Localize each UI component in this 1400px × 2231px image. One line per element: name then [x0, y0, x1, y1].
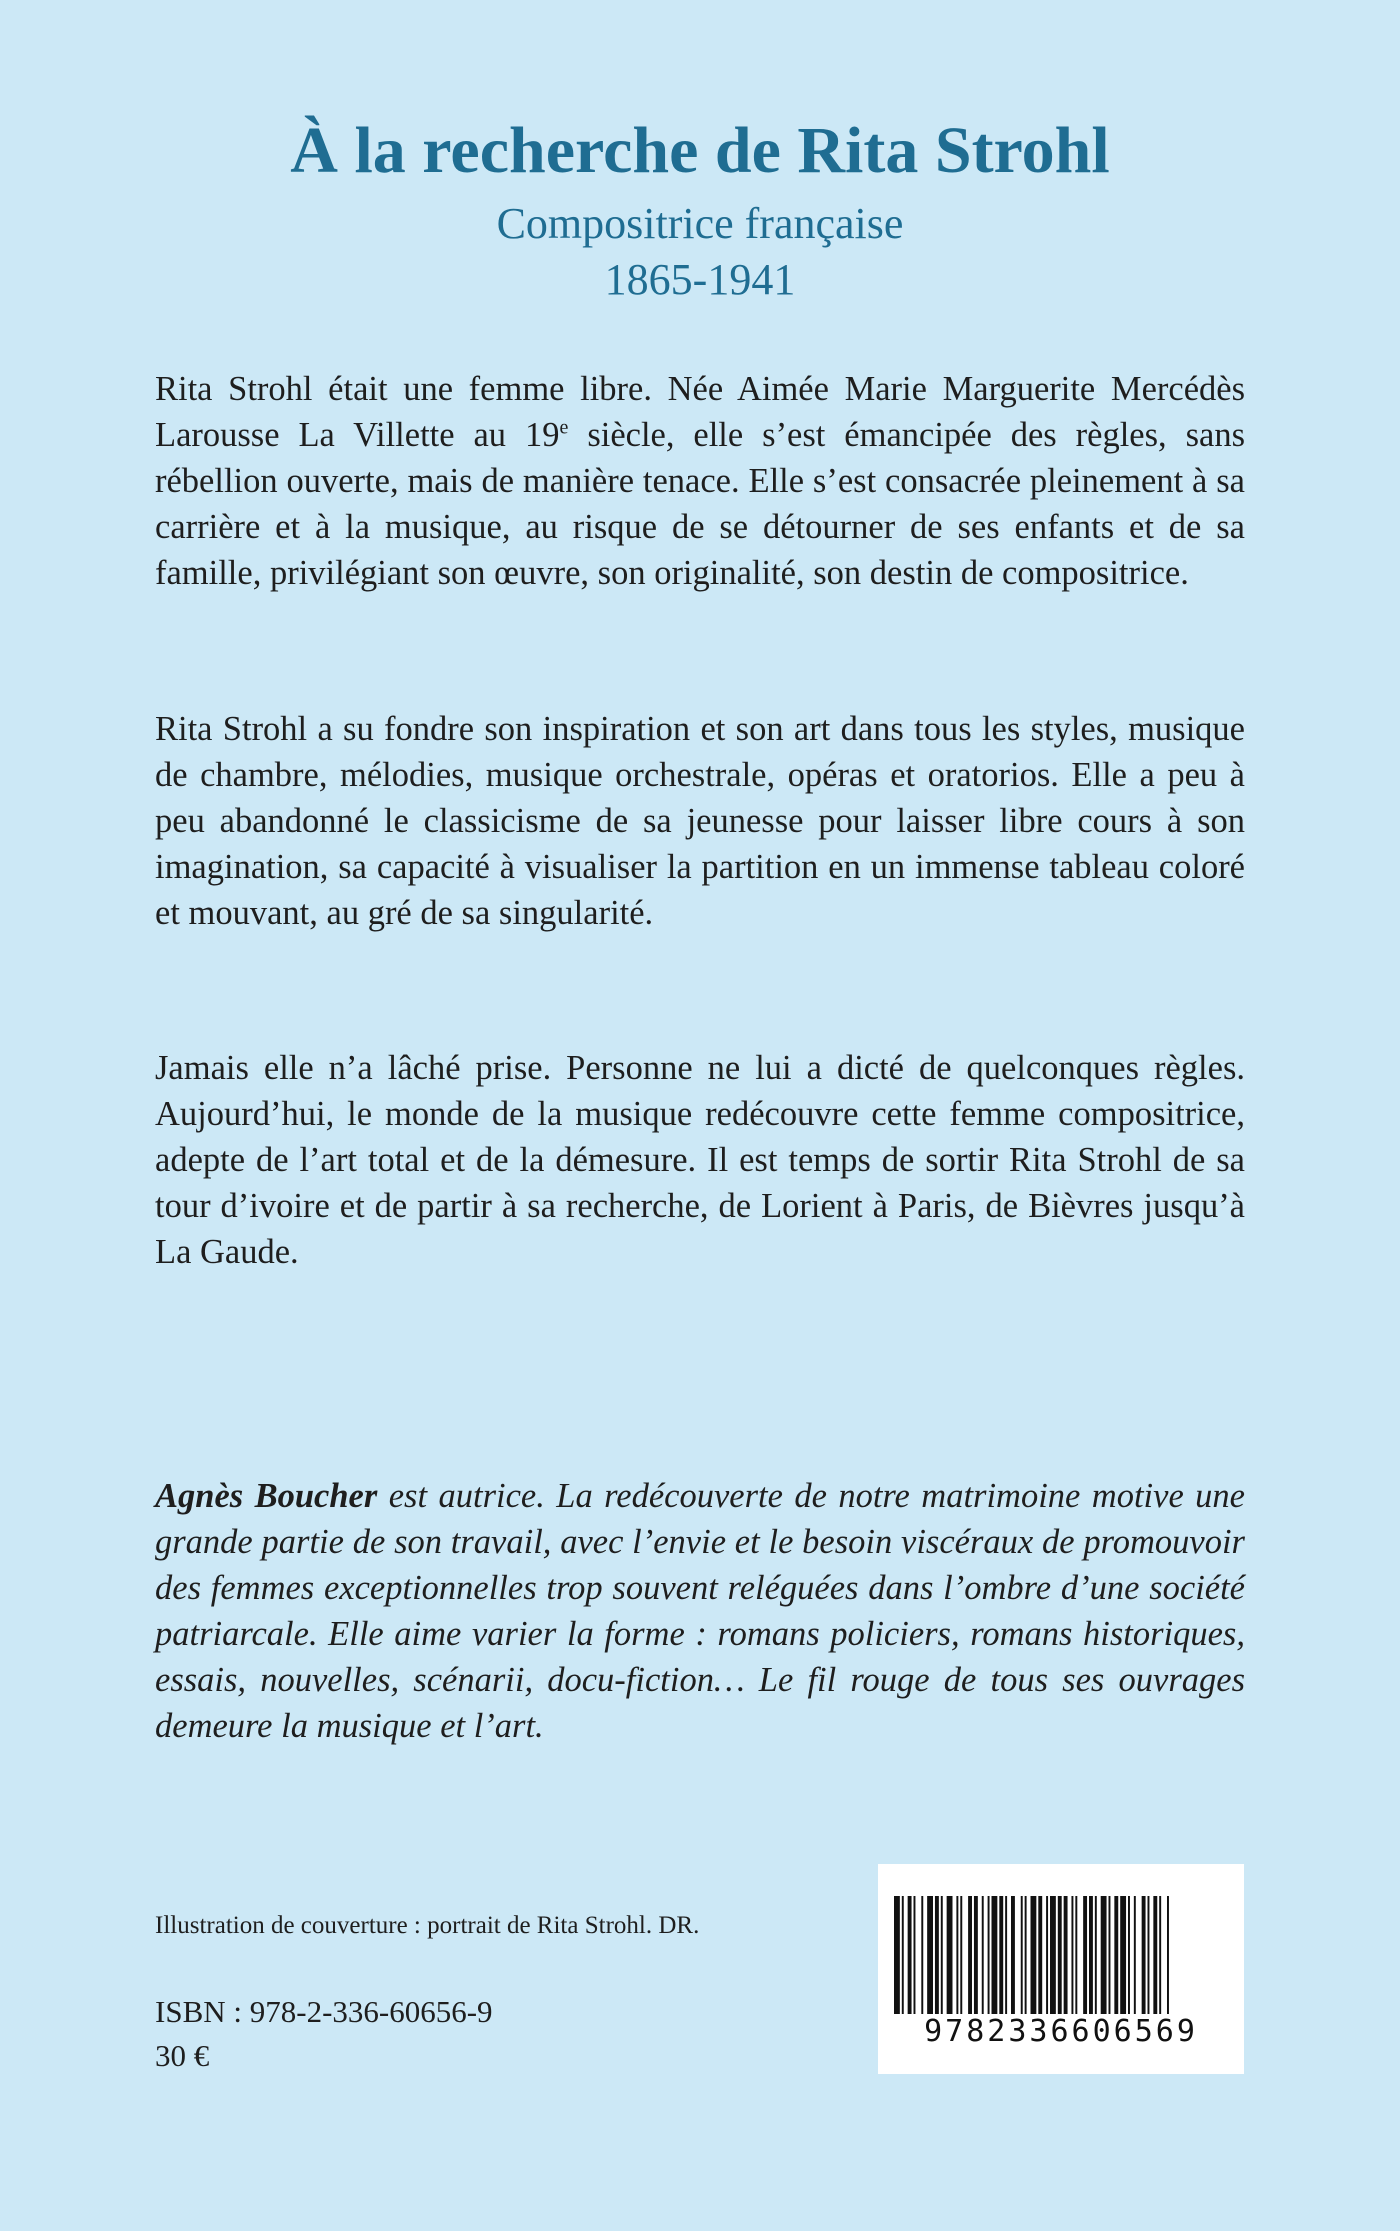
- blurb-p1-start: Rita Strohl était une femme libre. Née Aimée Marie Marguerite Mercédès Larousse La Villette au 19: [155, 370, 1245, 454]
- blurb-p1-end: siècle, elle s’est émancipée des règles, sans rébellion ouverte, mais de manière tenace. Elle s’est consacrée pleinement à sa carrière et à la musique, au risque de se détourner de ses enfants et de sa famille, privilégiant son œuvre, son originalité, son destin de compositrice.: [155, 416, 1245, 592]
- blurb-paragraph-2: Rita Strohl a su fondre son inspiration et son art dans tous les styles, musique de chambre, mélodies, musique orchestrale, opéras et oratorios. Elle a peu à peu abandonné le classicisme de sa jeunesse pour laisser libre cours à son imagination, sa capacité à visualiser la partition en un immense tableau coloré et mouvant, au gré de sa singularité.: [155, 710, 1245, 932]
- author-bio-text: est autrice. La redécouverte de notre matrimoine motive une grande partie de son travail, avec l’envie et le besoin viscéraux de promouvoir des femmes exceptionnelles trop souvent reléguées dans l’ombre d’une société patriarcale. Elle aime varier la forme : romans policiers, romans historiques, essais, nouvelles, scénarii, docu-fiction… Le fil rouge de tous ses ouvrages demeure la musique et l’art.: [155, 1477, 1245, 1745]
- book-title: À la recherche de Rita Strohl: [290, 114, 1110, 187]
- author-name: Agnès Boucher: [155, 1477, 378, 1515]
- price-text: 30 €: [155, 2038, 210, 2073]
- book-years: 1865-1941: [604, 255, 796, 304]
- isbn-price-block: [155, 1990, 493, 2078]
- title-block: [0, 112, 1400, 308]
- century-superscript: e: [559, 416, 569, 439]
- author-bio: [155, 1473, 1245, 1749]
- barcode-digits: 9782336606569: [924, 2014, 1198, 2049]
- cover-illustration-credit: Illustration de couverture : portrait de Rita Strohl. DR.: [155, 1912, 700, 1939]
- isbn-text: ISBN : 978-2-336-60656-9: [155, 1994, 493, 2029]
- barcode: [878, 1864, 1244, 2074]
- blurb-paragraph-3: Jamais elle n’a lâché prise. Personne ne lui a dicté de quelconques règles. Aujourd’hui, le monde de la musique redécouvre cette femme compositrice, adepte de l’art total et de la démesure. Il est temps de sortir Rita Strohl de sa tour d’ivoire et de partir à sa recherche, de Lorient à Paris, de Bièvres jusqu’à La Gaude.: [155, 1049, 1245, 1271]
- barcode-icon: [892, 1896, 1230, 2014]
- blurb-paragraph-1: [155, 366, 1245, 596]
- book-subtitle: Compositrice française: [496, 199, 904, 248]
